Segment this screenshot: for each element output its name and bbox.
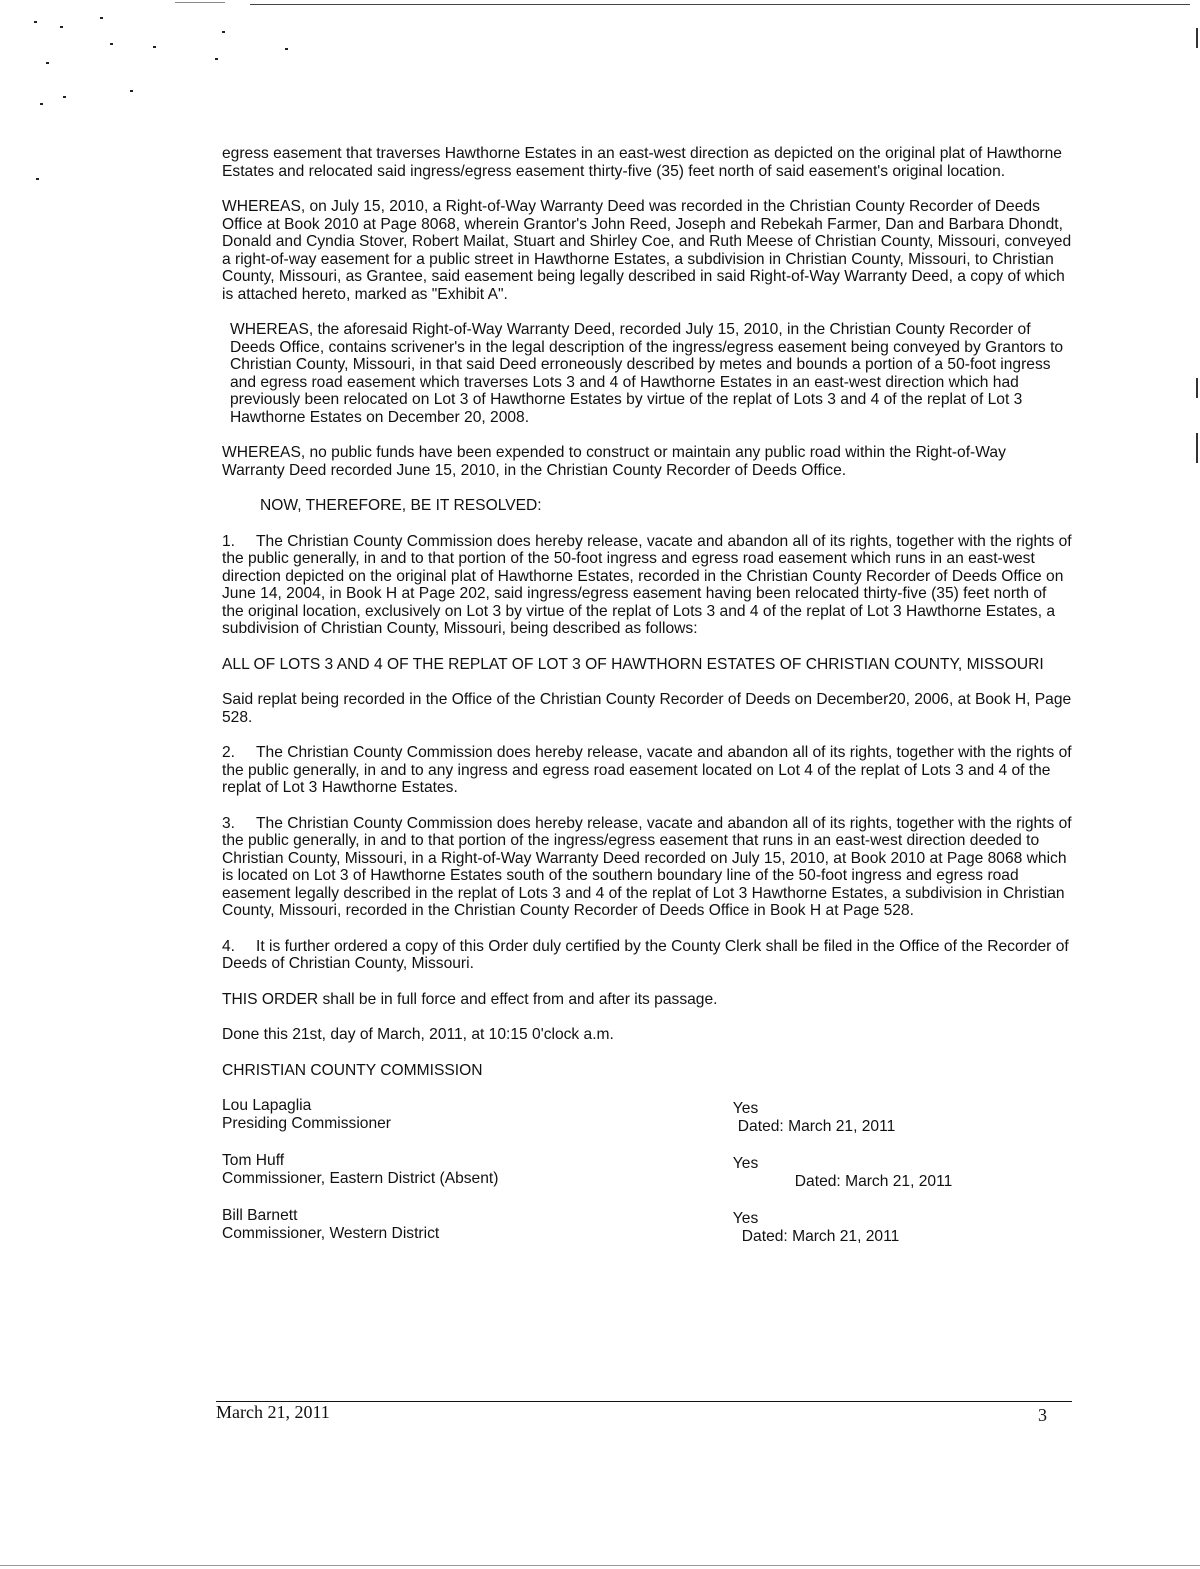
item-text: The Christian County Commission does hereby release, vacate and abandon all of its rights, together with the rights of the public generally, in and to that portion of the 50-foot ingress and egress road easement which runs in an east-west direction depicted on the original plat of Hawthorne Estates, recorded in the Christian County Recorder of Deeds Office on June 14, 2004, in Book H at Page 202, said ingress/egress easement having been relocated thirty-five (35) feet north of the original location, exclusively on Lot 3 by virtue of the replat of Lots 3 and 4 of the replat of Lot 3 Hawthorne Estates, a subdivision of Christian County, Missouri, being described as follows: bbox=[222, 532, 1072, 637]
scan-edge-mark bbox=[1196, 28, 1198, 48]
signatory-title: Presiding Commissioner bbox=[222, 1114, 391, 1132]
scan-edge-mark bbox=[1196, 378, 1198, 398]
scan-speck bbox=[110, 43, 113, 45]
signatory-vote: Yes bbox=[732, 1155, 759, 1172]
resolution-item-3 bbox=[222, 815, 1072, 920]
scan-speck bbox=[40, 103, 43, 105]
scan-speck bbox=[285, 48, 288, 50]
lots-description: ALL OF LOTS 3 AND 4 OF THE REPLAT OF LOT 3 OF HAWTHORN ESTATES OF CHRISTIAN COUNTY, MISSOURI bbox=[222, 655, 1044, 673]
signatory-name: Bill Barnett bbox=[222, 1207, 298, 1224]
scan-speck bbox=[153, 46, 156, 48]
resolution-item-2 bbox=[222, 744, 1072, 797]
item-number: 2. bbox=[222, 744, 236, 761]
order-body bbox=[222, 145, 1072, 1262]
item-text: The Christian County Commission does hereby release, vacate and abandon all of its rights, together with the rights of the public generally, in and to any ingress and egress road easement located on Lot 4 of the replat of Lots 3 and 4 of the replat of Lot 3 Hawthorne Estates. bbox=[222, 744, 1072, 796]
footer-rule bbox=[216, 1401, 1072, 1402]
scan-speck bbox=[63, 96, 66, 98]
order-effect: THIS ORDER shall be in full force and effect from and after its passage. bbox=[222, 990, 718, 1008]
scan-top-rule bbox=[250, 4, 1190, 5]
scan-speck bbox=[215, 58, 218, 60]
signatory-dated: Dated: March 21, 2011 bbox=[794, 1172, 953, 1190]
scan-bottom-rule bbox=[0, 1565, 1200, 1566]
footer-date: March 21, 2011 bbox=[216, 1402, 330, 1422]
whereas-paragraph-2: WHEREAS, the aforesaid Right-of-Way Warranty Deed, recorded July 15, 2010, in the Christian County Recorder of Deeds Office, contains scrivener's in the legal description of the ingress/egress easement being conveyed by Grantors to Christian County, Missouri, in that said Deed erroneously described by metes and bounds a portion of a 50-foot ingress and egress road easement which traverses Lots 3 and 4 of Hawthorne Estates in an east-west direction which had previously been relocated on Lot 3 of Hawthorne Estates by virtue of the replat of Lots 3 and 4 of the replat of Lot 3 Hawthorne Estates on December 20, 2008. bbox=[230, 321, 1064, 426]
page-number: 3 bbox=[1038, 1405, 1047, 1425]
scan-speck bbox=[100, 17, 103, 19]
commission-name: CHRISTIAN COUNTY COMMISSION bbox=[222, 1061, 483, 1079]
item-number: 3. bbox=[222, 814, 236, 832]
item-text: The Christian County Commission does hereby release, vacate and abandon all of its rights, together with the rights of the public generally, in and to that portion of the ingress/egress easement that runs in an east-west direction deeded to Christian County, Missouri, in a Right-of-Way Warranty Deed recorded on July 15, 2010, at Book 2010 at Page 8068 which is located on Lot 3 of Hawthorne Estates south of the southern boundary line of the 50-foot ingress and egress road easement legally described in the replat of Lots 3 and 4 of the replat of Lot 3 Hawthorne Estates, a subdivision in Christian County, Missouri, recorded in the Christian County Recorder of Deeds Office in Book H at Page 528. bbox=[222, 814, 1072, 919]
resolution-item-1 bbox=[222, 533, 1072, 638]
signature-block bbox=[222, 1152, 1072, 1190]
signatory-dated: Dated: March 21, 2011 bbox=[737, 1117, 896, 1135]
scan-artifact-rule bbox=[175, 2, 225, 3]
whereas-paragraph-1: WHEREAS, on July 15, 2010, a Right-of-Way Warranty Deed was recorded in the Christian County Recorder of Deeds Office at Book 2010 at Page 8068, wherein Grantor's John Reed, Joseph and Rebekah Farmer, Dan and Barbara Dhondt, Donald and Cyndia Stover, Robert Mailat, Stuart and Shirley Coe, and Ruth Meese of Christian County, Missouri, conveyed a right-of-way easement for a public street in Hawthorne Estates, a subdivision in Christian County, Missouri, to Christian County, Missouri, as Grantee, said easement being legally described in said Right-of-Way Warranty Deed, a copy of which is attached hereto, marked as "Exhibit A". bbox=[222, 198, 1072, 303]
resolved-heading: NOW, THEREFORE, BE IT RESOLVED: bbox=[260, 497, 542, 514]
scan-speck bbox=[46, 62, 49, 64]
signatory-name: Lou Lapaglia bbox=[222, 1097, 312, 1114]
scan-speck bbox=[130, 90, 133, 92]
item-number: 4. bbox=[222, 937, 236, 955]
done-this-date: Done this 21st, day of March, 2011, at 10:15 0'clock a.m. bbox=[222, 1026, 614, 1043]
scan-speck bbox=[36, 178, 39, 180]
signatory-dated: Dated: March 21, 2011 bbox=[741, 1227, 900, 1245]
scan-speck bbox=[222, 31, 225, 33]
replat-recorded: Said replat being recorded in the Office of the Christian County Recorder of Deeds on December20, 2006, at Book H, Page 528. bbox=[222, 691, 1072, 726]
scan-edge-mark bbox=[1196, 433, 1198, 463]
signature-block bbox=[222, 1207, 1072, 1245]
signatory-vote: Yes bbox=[732, 1210, 759, 1227]
item-text: It is further ordered a copy of this Order duly certified by the County Clerk shall be filed in the Office of the Recorder of Deeds of Christian County, Missouri. bbox=[222, 937, 1069, 972]
signatory-name: Tom Huff bbox=[222, 1152, 285, 1169]
signatory-title: Commissioner, Western District bbox=[222, 1224, 440, 1242]
signature-block bbox=[222, 1097, 1072, 1135]
signatory-vote: Yes bbox=[732, 1100, 759, 1117]
scan-speck bbox=[60, 26, 63, 28]
scan-speck bbox=[34, 21, 37, 23]
whereas-paragraph-3: WHEREAS, no public funds have been expended to construct or maintain any public road within the Right-of-Way Warranty Deed recorded June 15, 2010, in the Christian County Recorder of Deeds Office. bbox=[222, 444, 1006, 479]
signatory-title: Commissioner, Eastern District (Absent) bbox=[222, 1169, 499, 1187]
resolution-item-4 bbox=[222, 938, 1072, 973]
continued-paragraph: egress easement that traverses Hawthorne Estates in an east-west direction as depicted on the original plat of Hawthorne Estates and relocated said ingress/egress easement thirty-five (35) feet north of said easement's original location. bbox=[222, 145, 1062, 180]
item-number: 1. bbox=[222, 532, 236, 550]
